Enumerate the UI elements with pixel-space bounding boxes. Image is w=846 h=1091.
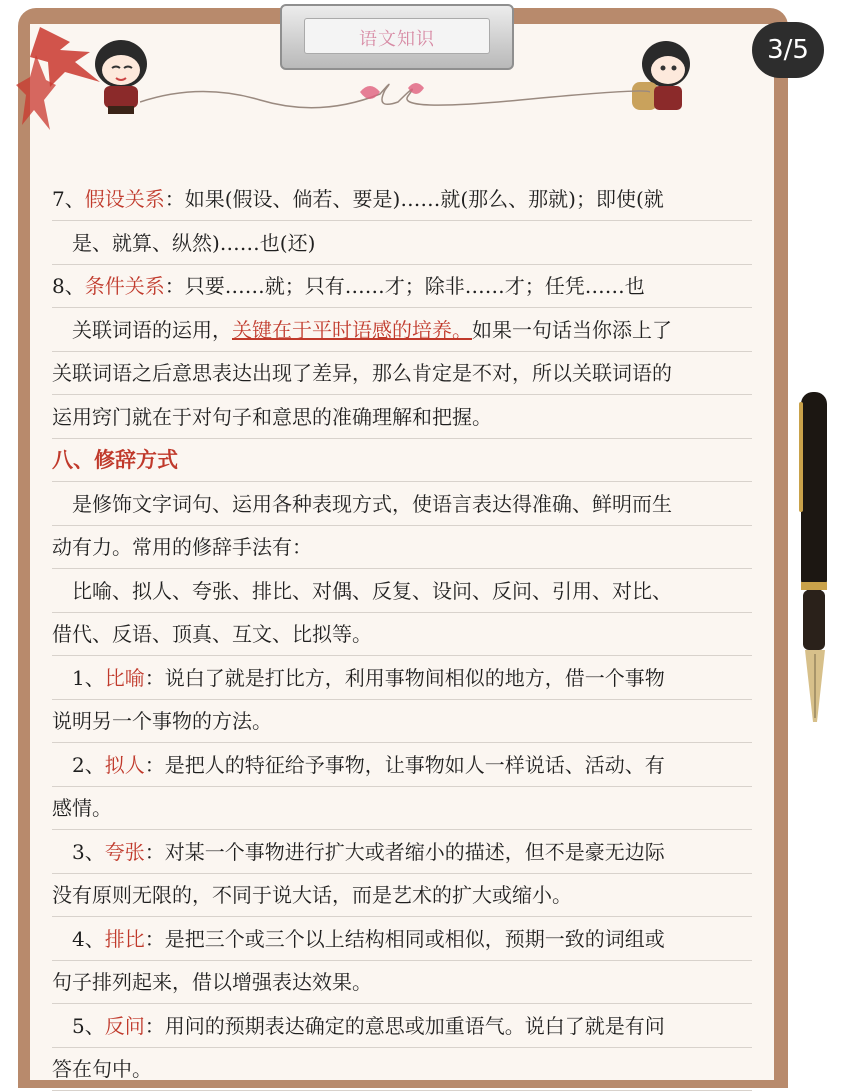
line-text: ：对某一个事物进行扩大或者缩小的描述，但不是豪无边际 [144,839,665,864]
line-text: 借代、反语、顶真、互文、比拟等。 [52,622,372,646]
text-line [52,439,752,482]
line-text: ：如果(假设、倘若、要是)……就(那么、那就)；即使(就 [164,187,664,211]
line-text: 1、 [52,665,105,690]
decorative-vine-icon [140,72,650,122]
line-text: 5、 [52,1013,105,1038]
line-text: ：用问的预期表达确定的意思或加重语气。说白了就是有问 [144,1013,665,1038]
text-line [52,744,752,787]
text-line [52,265,752,308]
text-line [52,831,752,874]
line-text: 没有原则无限的，不同于说大话，而是艺术的扩大或缩小。 [52,883,572,907]
line-text: 关联词语的运用， [52,317,232,342]
text-line [52,178,752,221]
text-line [52,396,752,439]
line-text: 关联词语之后意思表达出现了差异，那么肯定是不对，所以关联词语的 [52,361,672,385]
line-text: ：只要……就；只有……才；除非……才；任凭……也 [164,274,645,298]
text-line [52,700,752,743]
line-text: 运用窍门就在于对句子和意思的准确理解和把握。 [52,404,492,429]
clipboard-title: 语文知识 [359,29,435,50]
clipboard-clip [280,4,514,70]
term-label: 假设关系 [84,187,165,211]
section-heading: 八、修辞方式 [52,447,178,472]
line-text: 说明另一个事物的方法。 [52,709,272,733]
line-text: ：是把人的特征给予事物，让事物如人一样说话、活动、有 [144,752,665,777]
text-line [52,1048,752,1091]
text-line [52,570,752,613]
text-line [52,222,752,265]
line-text: ：是把三个或三个以上结构相同或相似，预期一致的词组或 [144,926,665,951]
page-indicator: 3/5 [752,22,824,78]
text-line [52,874,752,917]
line-text: ：说白了就是打比方，利用事物间相似的地方，借一个事物 [144,665,665,690]
term-label: 条件关系 [84,274,165,298]
text-line [52,483,752,526]
line-text: 8、 [52,274,85,298]
fountain-pen-icon [793,392,837,732]
term-label: 比喻 [104,665,145,690]
line-text: 是、就算、纵然)……也(还) [52,230,316,255]
line-text: 7、 [52,187,85,211]
term-label: 夸张 [104,839,145,864]
line-text: 答在句中。 [52,1057,152,1081]
line-text: 如果一句话当你添上了 [472,317,672,342]
term-label: 排比 [104,926,145,951]
line-text: 比喻、拟人、夸张、排比、对偶、反复、设问、反问、引用、对比、 [52,578,672,603]
text-line [52,526,752,569]
maple-leaf-icon [16,55,56,135]
term-label: 拟人 [104,752,145,777]
text-line [52,613,752,656]
line-text: 动有力。常用的修辞手法有： [52,535,312,559]
line-text: 2、 [52,752,105,777]
text-line [52,1005,752,1048]
line-text: 感情。 [52,796,112,820]
term-label: 反问 [104,1013,145,1038]
text-line [52,961,752,1004]
highlighted-phrase: 关键在于平时语感的培养。 [232,317,472,342]
line-text: 是修饰文字词句、运用各种表现方式，使语言表达得准确、鲜明而生 [52,491,672,516]
line-text: 句子排列起来，借以增强表达效果。 [52,970,372,994]
text-line [52,787,752,830]
clip-plate [304,18,490,54]
text-line [52,309,752,352]
text-line [52,352,752,395]
text-line [52,657,752,700]
text-line [52,918,752,961]
line-text: 3、 [52,839,105,864]
line-text: 4、 [52,926,105,951]
